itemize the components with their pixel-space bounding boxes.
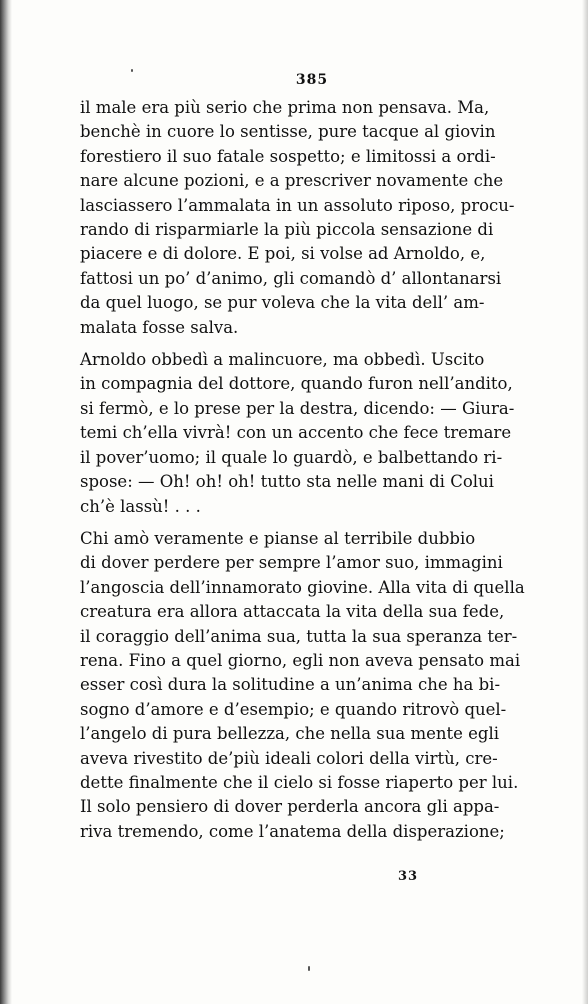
paragraph bbox=[80, 96, 515, 340]
text-line: il pover’uomo; il quale lo guardò, e balbettando ri- bbox=[80, 447, 503, 467]
signature-mark: 33 bbox=[398, 869, 419, 884]
text-line: benchè in cuore lo sentisse, pure tacque al giovin bbox=[80, 122, 496, 142]
paragraph bbox=[80, 527, 525, 844]
text-line: di dover perdere per sempre l’amor suo, immagini bbox=[80, 553, 503, 573]
text-line: rando di risparmiarle la più piccola sensazione di bbox=[80, 220, 494, 240]
body-text bbox=[80, 96, 525, 852]
text-line: spose: — Oh! oh! oh! tutto sta nelle mani di Colui bbox=[80, 472, 494, 492]
text-line: forestiero il suo fatale sospetto; e limitossi a ordi- bbox=[80, 146, 496, 166]
page-edge-shadow bbox=[582, 0, 588, 1004]
text-line: esser così dura la solitudine a un’anima che ha bi- bbox=[80, 675, 501, 695]
text-line: riva tremendo, come l’anatema della disperazione; bbox=[80, 821, 505, 841]
text-line: temi ch’ella vivrà! con un accento che fece tremare bbox=[80, 423, 512, 443]
text-line: l’angoscia dell’innamorato giovine. Alla vita di quella bbox=[80, 577, 525, 597]
print-speck bbox=[308, 966, 310, 971]
text-line: in compagnia del dottore, quando furon nell’andito, bbox=[80, 374, 513, 394]
text-line: creatura era allora attaccata la vita della sua fede, bbox=[80, 602, 505, 622]
text-line: rena. Fino a quel giorno, egli non aveva pensato mai bbox=[80, 650, 521, 670]
paragraph bbox=[80, 348, 515, 519]
text-line: Arnoldo obbedì a malincuore, ma obbedì. Uscito bbox=[80, 350, 485, 370]
text-line: il male era più serio che prima non pensava. Ma, bbox=[80, 98, 490, 117]
page-number: 385 bbox=[295, 72, 329, 88]
text-line: piacere e di dolore. E poi, si volse ad Arnoldo, e, bbox=[80, 244, 486, 264]
text-line: Il solo pensiero di dover perderla ancora gli appa- bbox=[80, 797, 500, 817]
text-line: ch’è lassù! . . . bbox=[80, 496, 201, 516]
text-line: il coraggio dell’anima sua, tutta la sua speranza ter- bbox=[80, 626, 518, 646]
text-line: nare alcune pozioni, e a prescriver novamente che bbox=[80, 171, 504, 191]
text-line: malata fosse salva. bbox=[80, 317, 239, 337]
page-gutter-shadow bbox=[0, 0, 12, 1004]
print-speck bbox=[131, 69, 133, 72]
text-line: fattosi un po’ d’animo, gli comandò d’ allontanarsi bbox=[80, 268, 502, 288]
text-line: sogno d’amore e d’esempio; e quando ritrovò quel- bbox=[80, 699, 507, 719]
text-line: si fermò, e lo prese per la destra, dicendo: — Giura- bbox=[80, 398, 515, 418]
text-line: aveva rivestito de’più ideali colori della virtù, cre- bbox=[80, 748, 498, 768]
text-line: Chi amò veramente e pianse al terribile dubbio bbox=[80, 528, 476, 548]
text-line: lasciassero l’ammalata in un assoluto riposo, procu- bbox=[80, 195, 515, 215]
text-line: l’angelo di pura bellezza, che nella sua mente egli bbox=[80, 724, 500, 744]
text-line: dette finalmente che il cielo si fosse riaperto per lui. bbox=[80, 772, 519, 792]
text-line: da quel luogo, se pur voleva che la vita dell’ am- bbox=[80, 293, 485, 313]
